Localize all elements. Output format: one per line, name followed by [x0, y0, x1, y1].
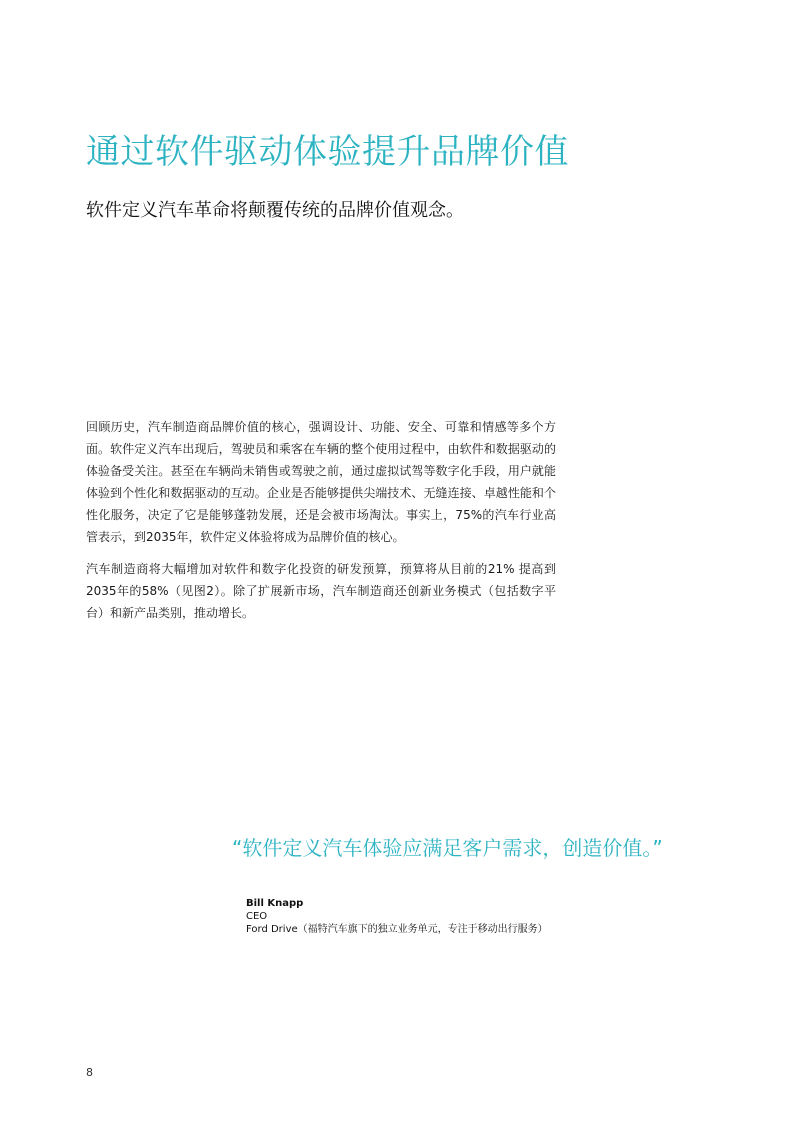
body-paragraph: 汽车制造商将大幅增加对软件和数字化投资的研发预算，预算将从目前的21% 提高到2035年的58%（见图2）。除了扩展新市场，汽车制造商还创新业务模式（包括数字平台）和新产品类别，推动增长。 — [86, 562, 556, 620]
page-subtitle: 软件定义汽车革命将颠覆传统的品牌价值观念。 — [86, 200, 464, 221]
body-paragraph: 回顾历史，汽车制造商品牌价值的核心，强调设计、功能、安全、可靠和情感等多个方面。软件定义汽车出现后，驾驶员和乘客在车辆的整个使用过程中，由软件和数据驱动的体验备受关注。甚至在车辆尚未销售或驾驶之前，通过虚拟试驾等数字化手段，用户就能体验到个性化和数据驱动的互动。企业是否能够提供尖端技术、无缝连接、卓越性能和个性化服务，决定了它是能够蓬勃发展，还是会被市场淘汰。事实上，75%的汽车行业高管表示，到2035年，软件定义体验将成为品牌价值的核心。 — [86, 420, 556, 544]
body-text — [86, 416, 556, 634]
attribution-organization: Ford Drive（福特汽车旗下的独立业务单元，专注于移动出行服务） — [246, 924, 548, 935]
quote-attribution — [246, 897, 548, 936]
pull-quote: “软件定义汽车体验应满足客户需求，创造价值。” — [232, 836, 663, 860]
attribution-role: CEO — [246, 911, 268, 922]
attribution-name: Bill Knapp — [246, 898, 304, 909]
page-number: 8 — [86, 1066, 93, 1079]
page-title: 通过软件驱动体验提升品牌价值 — [86, 132, 569, 172]
